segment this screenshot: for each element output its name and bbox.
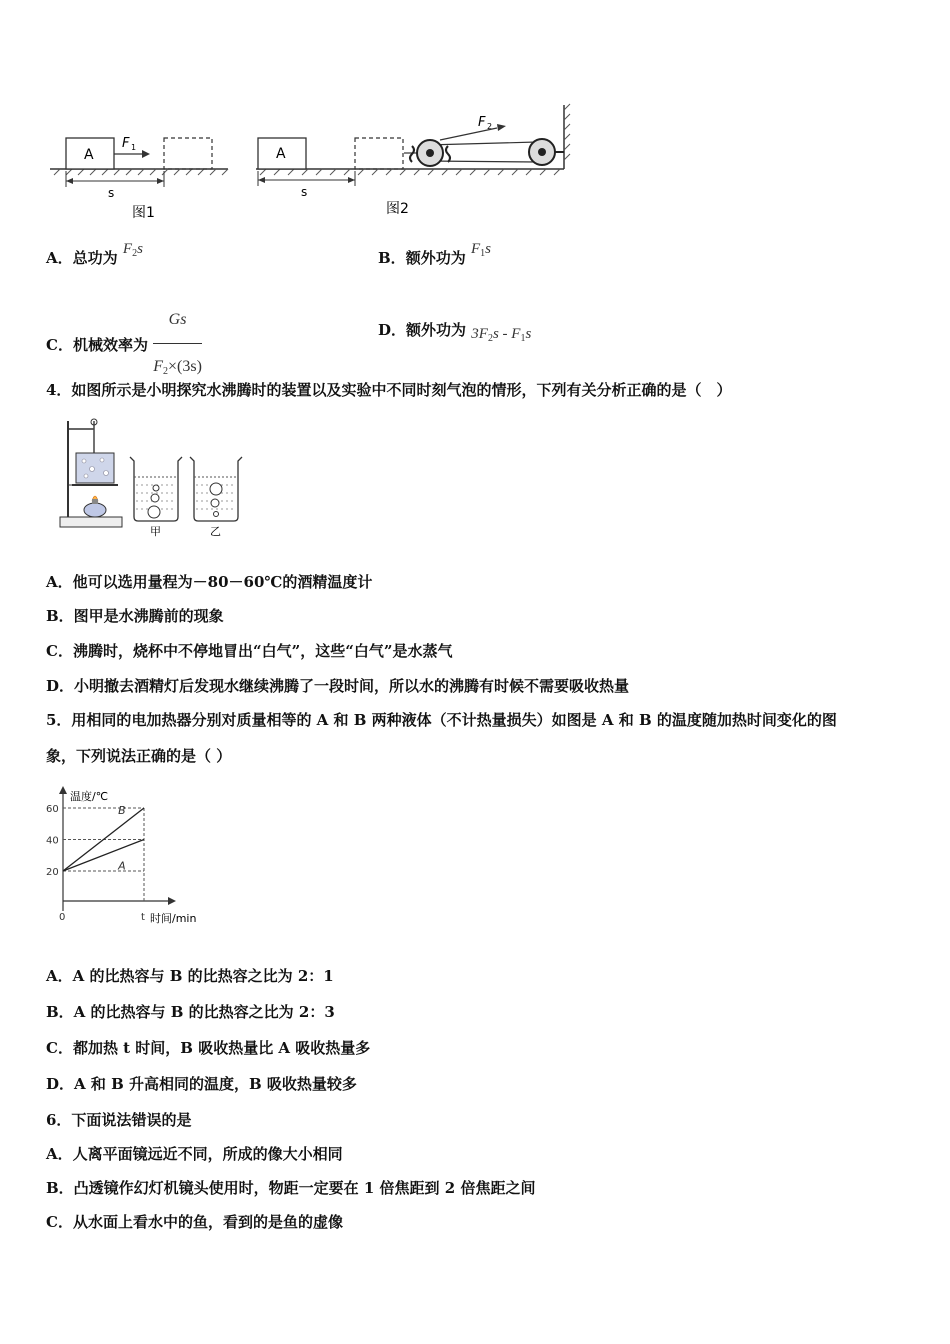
fig1-block-label: A <box>84 147 94 163</box>
boiling-apparatus-figure <box>58 413 248 538</box>
fig1-force-label: F <box>122 136 130 151</box>
temperature-time-chart <box>40 784 220 929</box>
beaker-yi-label: 乙 <box>210 525 221 538</box>
q6-stem: 6．下面说法错误的是 <box>46 1111 192 1129</box>
series-label-A: A <box>118 859 126 873</box>
beaker-jia-label: 甲 <box>150 525 161 538</box>
q3-option-d: D．额外功为 $3F_2s - F_1s$ <box>378 321 532 344</box>
y-axis-label: 温度/℃ <box>70 790 109 803</box>
q4-stem: 4．如图所示是小明探究水沸腾时的装置以及实验中不同时刻气泡的情形，下列有关分析正确的是（ ） <box>46 381 732 399</box>
x-tick-label-t: t <box>141 912 145 923</box>
q6-option-b: B．凸透镜作幻灯机镜头使用时，物距一定要在 1 倍焦距到 2 倍焦距之间 <box>46 1179 536 1197</box>
q5-option-d: D．A 和 B 升高相同的温度，B 吸收热量较多 <box>46 1075 357 1093</box>
svg-text:2: 2 <box>487 122 493 131</box>
figure-2 <box>252 100 577 220</box>
q3-option-a: A．总功为 $F_2s$ <box>46 241 143 267</box>
fig2-distance-label: s <box>301 185 308 199</box>
q5-option-a: A．A 的比热容与 B 的比热容之比为 2：1 <box>46 967 334 985</box>
efficiency-fraction: $\frac{Gs}{F_2\times(3s)}$ <box>153 298 202 394</box>
q4-option-a: A．他可以选用量程为－80－60℃的酒精温度计 <box>46 573 373 591</box>
q4-option-c: C．沸腾时，烧杯中不停地冒出“白气”，这些“白气”是水蒸气 <box>46 642 453 660</box>
q6-option-c: C．从水面上看水中的鱼，看到的是鱼的虚像 <box>46 1213 343 1231</box>
q5-option-c: C．都加热 t 时间，B 吸收热量比 A 吸收热量多 <box>46 1039 371 1057</box>
figure-1 <box>46 125 236 220</box>
y-tick-label-20: 20 <box>46 867 59 878</box>
x-tick-label-0: 0 <box>59 912 66 923</box>
q5-stem-line2: 象，下列说法正确的是（ ） <box>46 747 232 765</box>
fig2-block-label: A <box>276 146 286 162</box>
q5-stem-line1: 5．用相同的电加热器分别对质量相等的 A 和 B 两种液体（不计热量损失）如图是 A 和 B 的温度随加热时间变化的图 <box>46 711 837 729</box>
x-axis-label: 时间/min <box>150 912 197 925</box>
fig2-force-label: F <box>478 115 486 130</box>
q3-option-b: B．额外功为 $F_1s$ <box>378 241 491 267</box>
q4-option-b: B．图甲是水沸腾前的现象 <box>46 607 224 625</box>
series-label-B: B <box>118 803 126 817</box>
series-line-A <box>63 840 144 872</box>
q5-option-b: B．A 的比热容与 B 的比热容之比为 2：3 <box>46 1003 335 1021</box>
fig1-distance-label: s <box>108 186 115 200</box>
y-tick-label-40: 40 <box>46 835 59 847</box>
q6-option-a: A．人离平面镜远近不同，所成的像大小相同 <box>46 1145 343 1163</box>
q3-option-c: C．机械效率为 $\frac{Gs}{F_2\times(3s)}$ <box>46 298 202 394</box>
fig2-caption: 图2 <box>386 201 409 217</box>
svg-text:1: 1 <box>131 143 137 152</box>
q4-option-d: D．小明撤去酒精灯后发现水继续沸腾了一段时间，所以水的沸腾有时候不需要吸收热量 <box>46 677 630 695</box>
fig1-caption: 图1 <box>132 205 155 220</box>
y-tick-label-60: 60 <box>46 804 59 815</box>
